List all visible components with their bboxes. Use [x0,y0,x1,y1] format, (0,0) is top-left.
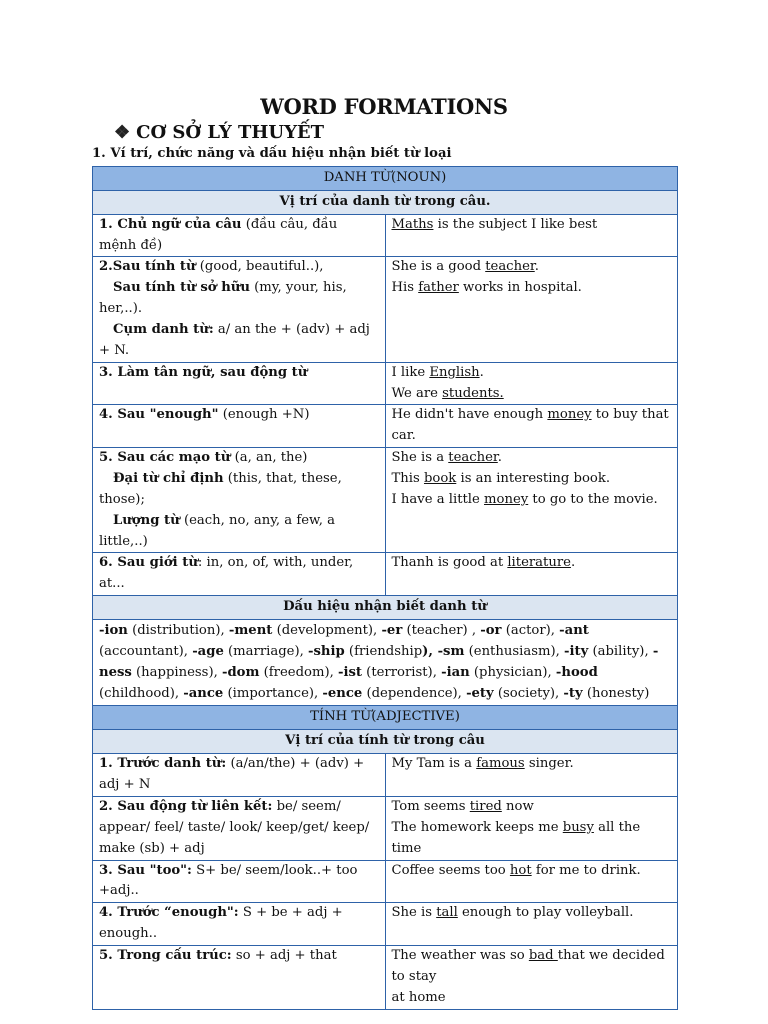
suffix-term: -ety [466,685,494,701]
table-row [93,257,678,362]
noun-sign-header: Dấu hiệu nhận biết danh từ [93,596,678,620]
suffix-term: -ian [441,664,470,680]
suffix-term: -or [480,623,502,639]
rule-cell: 1. Chủ ngữ của câu (đầu câu, đầu mệnh đề) [93,214,386,257]
example-cell: I like English. We are students. [385,362,678,405]
table-row [93,553,678,596]
noun-position-header: Vị trí của danh từ trong câu. [93,190,678,214]
table-row [93,754,678,797]
table-row [93,405,678,448]
suffix-term: -ty [563,685,583,701]
rule-cell: 6. Sau giới từ: in, on, of, with, under, at... [93,553,386,596]
noun-suffix-row [93,620,678,706]
suffix-example: (happiness), [131,664,222,680]
suffix-example: (childhood), [99,685,184,701]
theory-heading [114,119,324,147]
table-row [93,860,678,903]
suffix-term: -er [381,623,403,639]
example-cell: Coffee seems too hot for me to drink. [385,860,678,903]
table-row [93,903,678,946]
suffix-example: (dependence), [362,685,467,701]
suffix-example: (friendship [344,643,423,659]
adj-position-header-row [93,730,678,754]
adj-header-row [93,706,678,730]
example-cell: Thanh is good at literature. [385,553,678,596]
suffix-example: (enthusiasm), [464,643,564,659]
rule-cell: 2. Sau động từ liên kết: be/ seem/ appear/ feel/ taste/ look/ keep/get/ keep/ make (sb) + adj [93,796,386,860]
suffix-term: -ity [564,643,589,659]
adj-header: TÍNH TỪ(ADJECTIVE) [93,706,678,730]
noun-header: DANH TỪ(NOUN) [93,167,678,191]
suffix-example: (actor), [501,623,560,639]
example-cell: Maths is the subject I like best [385,214,678,257]
suffix-term: -ship [308,643,345,659]
suffix-example: (physician), [469,664,556,680]
example-cell: She is a teacher. This book is an interesting book. I have a little money to go to the movie. [385,448,678,553]
rule-cell: 3. Làm tân ngữ, sau động từ [93,362,386,405]
word-formation-table [92,166,678,1010]
table-row [93,362,678,405]
example-cell: He didn't have enough money to buy that car. [385,405,678,448]
rule-cell: 3. Sau "too": S+ be/ seem/look..+ too +adj.. [93,860,386,903]
rule-cell: 1. Trước danh từ: (a/an/the) + (adv) + adj + N [93,754,386,797]
suffix-term: -ness [99,643,659,680]
suffix-example: (terrorist), [361,664,442,680]
noun-position-header-row [93,190,678,214]
document-title: WORD FORMATIONS [260,94,508,119]
rule-cell: 5. Trong cấu trúc: so + adj + that [93,945,386,1009]
example-cell: She is a good teacher. His father works in hospital. [385,257,678,362]
suffix-example: (teacher) , [402,623,481,639]
table-row [93,796,678,860]
rule-cell: 4. Sau "enough" (enough +N) [93,405,386,448]
suffix-term: -age [192,643,224,659]
suffix-term: -ion [99,623,128,639]
suffix-example: (development), [272,623,382,639]
example-cell: The weather was so bad that we decided to stay at home [385,945,678,1009]
table-row [93,448,678,553]
theory-heading-text: CƠ SỞ LÝ THUYẾT [136,122,325,143]
suffix-term: -ist [337,664,362,680]
suffix-example: (marriage), [223,643,309,659]
rule-cell: 4. Trước “enough": S + be + adj + enough.. [93,903,386,946]
example-cell: She is tall enough to play volleyball. [385,903,678,946]
suffix-term: -dom [221,664,260,680]
suffix-example: (importance), [223,685,323,701]
suffix-term: -ant [559,623,589,639]
table-row [93,214,678,257]
suffix-example: (honesty) [582,685,650,701]
suffix-term: -ance [183,685,224,701]
rule-cell: 5. Sau các mạo từ (a, an, the) Đại từ chỉ định (this, that, these, those); Lượng từ (each, no, any, a few, a little,..) [93,448,386,553]
suffix-term: -hood [555,664,598,680]
example-cell: My Tam is a famous singer. [385,754,678,797]
suffix-example: (freedom), [259,664,338,680]
suffix-example: (society), [493,685,564,701]
suffix-example: (accountant), [99,643,193,659]
diamond-bullet-icon: ❖ [114,122,131,143]
suffix-example: (ability), [588,643,653,659]
noun-suffix-list [93,620,678,706]
suffix-term: -ence [322,685,363,701]
table-row [93,945,678,1009]
rule-cell: 2.Sau tính từ (good, beautiful..), Sau tính từ sở hữu (my, your, his, her,..). Cụm danh từ: a/ an the + (adv) + adj + N. [93,257,386,362]
adj-position-header: Vị trí của tính từ trong câu [93,730,678,754]
suffix-term: -ment [228,623,273,639]
suffix-example: (distribution), [127,623,229,639]
noun-sign-header-row [93,596,678,620]
noun-header-row [93,167,678,191]
section-heading: 1. Ví trí, chức năng và dấu hiệu nhận biết từ loại [92,146,452,161]
suffix-term: ), -sm [422,643,465,659]
example-cell: Tom seems tired now The homework keeps me busy all the time [385,796,678,860]
